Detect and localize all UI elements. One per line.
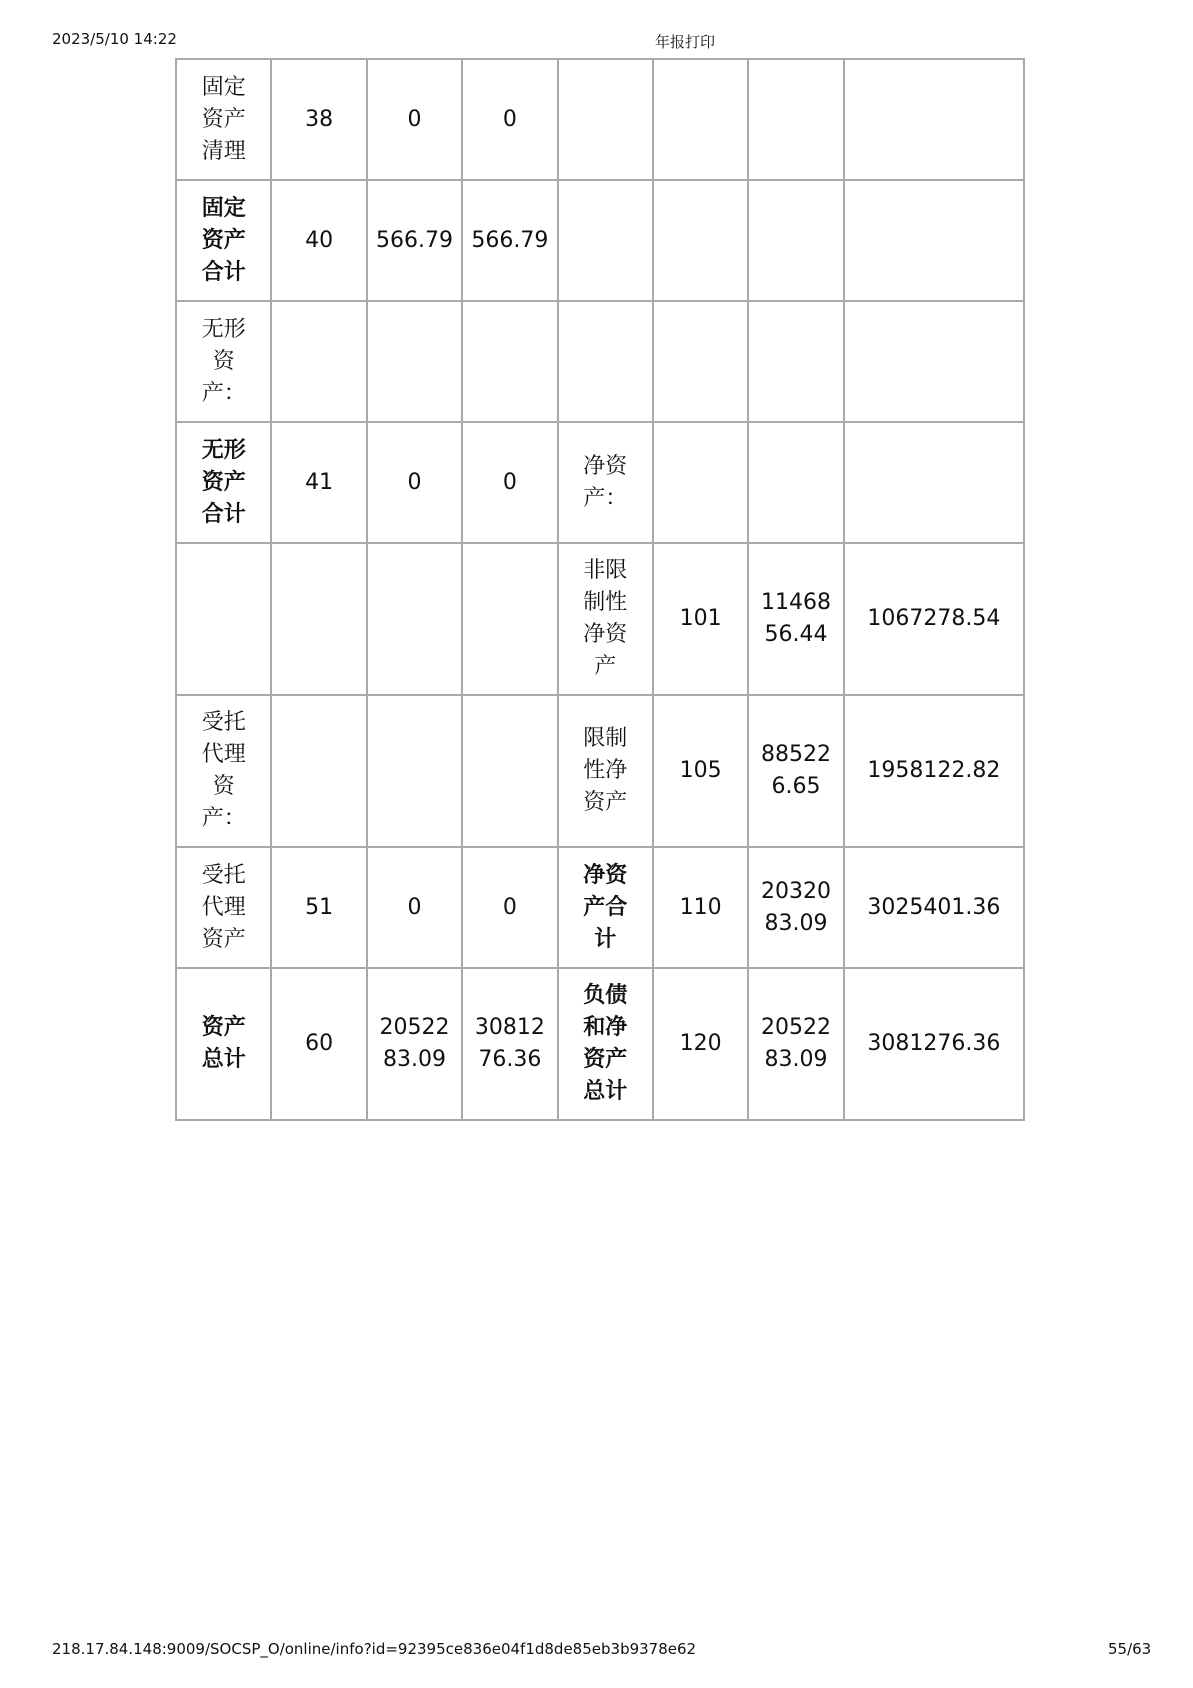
page-url: 218.17.84.148:9009/SOCSP_O/online/info?id=92395ce836e04f1d8de85eb3b9378e62 [52,1640,697,1658]
item-name-cell: 固定资产合计 [176,180,271,301]
item-name-cell: 受托代理资产： [176,695,271,847]
table-row [176,695,1024,847]
row-number-cell: 110 [653,847,748,968]
item-name-cell: 受托代理资产 [176,847,271,968]
row-number-cell: 120 [653,968,748,1120]
value-cell: 2052283.09 [748,968,843,1120]
table-row [176,301,1024,422]
value-cell [748,422,843,543]
value-cell: 3025401.36 [844,847,1024,968]
page-title: 年报打印 [655,33,716,51]
value-cell: 0 [367,59,462,180]
value-cell: 3081276.36 [844,968,1024,1120]
value-cell [748,180,843,301]
value-cell [844,180,1024,301]
value-cell: 0 [367,847,462,968]
row-number-cell: 51 [271,847,366,968]
value-cell: 0 [462,422,557,543]
item-name-cell [558,180,653,301]
item-name-cell [558,301,653,422]
table-row [176,180,1024,301]
value-cell: 0 [462,847,557,968]
row-number-cell [653,180,748,301]
value-cell [844,59,1024,180]
table-row [176,59,1024,180]
value-cell: 0 [462,59,557,180]
value-cell: 566.79 [367,180,462,301]
page-number: 55/63 [1108,1640,1152,1658]
value-cell: 0 [367,422,462,543]
item-name-cell [176,543,271,695]
item-name-cell: 净资产合计 [558,847,653,968]
row-number-cell: 101 [653,543,748,695]
value-cell [462,301,557,422]
row-number-cell [271,695,366,847]
item-name-cell: 非限制性净资产 [558,543,653,695]
row-number-cell: 41 [271,422,366,543]
value-cell: 3081276.36 [462,968,557,1120]
item-name-cell: 固定资产清理 [176,59,271,180]
value-cell: 1146856.44 [748,543,843,695]
table-row [176,847,1024,968]
value-cell [462,695,557,847]
row-number-cell [271,301,366,422]
row-number-cell: 105 [653,695,748,847]
item-name-cell: 限制性净资产 [558,695,653,847]
value-cell: 566.79 [462,180,557,301]
value-cell: 1958122.82 [844,695,1024,847]
value-cell [462,543,557,695]
item-name-cell: 无形资产： [176,301,271,422]
table-row [176,543,1024,695]
value-cell: 1067278.54 [844,543,1024,695]
item-name-cell: 无形资产合计 [176,422,271,543]
row-number-cell [271,543,366,695]
item-name-cell: 资产总计 [176,968,271,1120]
row-number-cell: 40 [271,180,366,301]
value-cell [367,695,462,847]
table-row [176,968,1024,1120]
item-name-cell: 负债和净资产总计 [558,968,653,1120]
balance-sheet-table [175,58,1025,1121]
table-row [176,422,1024,543]
row-number-cell [653,422,748,543]
print-datetime: 2023/5/10 14:22 [52,30,177,48]
value-cell [367,301,462,422]
value-cell: 2032083.09 [748,847,843,968]
row-number-cell [653,59,748,180]
value-cell [844,422,1024,543]
value-cell: 885226.65 [748,695,843,847]
value-cell [748,59,843,180]
row-number-cell [653,301,748,422]
row-number-cell: 38 [271,59,366,180]
value-cell: 2052283.09 [367,968,462,1120]
value-cell [367,543,462,695]
value-cell [748,301,843,422]
item-name-cell [558,59,653,180]
row-number-cell: 60 [271,968,366,1120]
item-name-cell: 净资产： [558,422,653,543]
value-cell [844,301,1024,422]
